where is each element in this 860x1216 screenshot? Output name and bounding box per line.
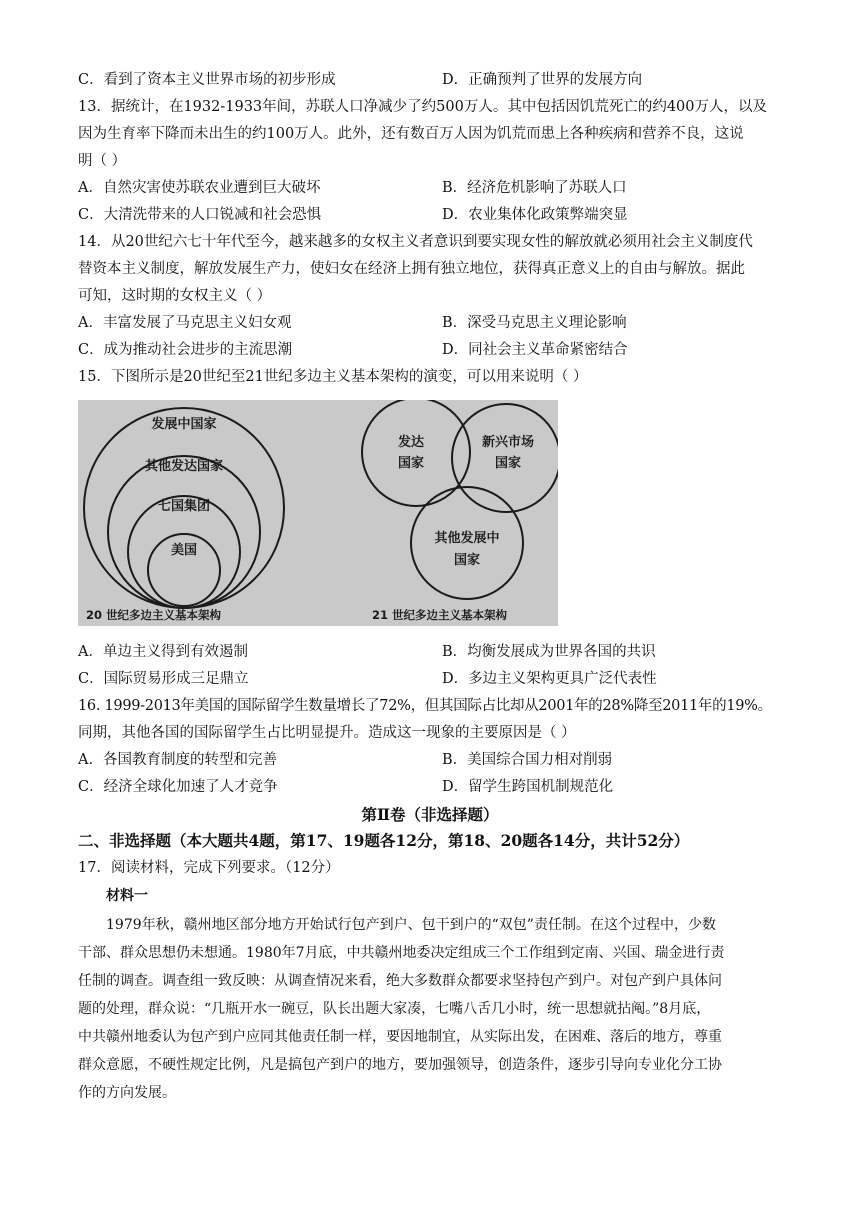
label-emerging-1: 新兴市场 bbox=[481, 435, 535, 450]
volume-title: 第Ⅱ卷（非选择题） bbox=[361, 805, 499, 824]
section-heading: 二、非选择题（本大题共4题，第17、19题各12分，第18、20题各14分，共计52分） bbox=[78, 831, 690, 850]
q13-option-c[interactable]: C．大清洗带来的人口锐减和社会恐惧 bbox=[78, 207, 322, 223]
circle-developed bbox=[362, 400, 470, 506]
right-venn-circles bbox=[362, 400, 558, 599]
q13-option-d[interactable]: D．农业集体化政策弊端突显 bbox=[442, 207, 628, 223]
q13-stem-line2: 因为生育率下降而未出生的约100万人。此外，还有数百万人因为饥荒而患上各种疾病和营养不良，这说 bbox=[78, 126, 744, 142]
q14-option-b[interactable]: B．深受马克思主义理论影响 bbox=[442, 315, 627, 331]
q14-stem-line1: 14．从20世纪六七十年代至今，越来越多的女权主义者意识到要实现女性的解放就必须用社会主义制度代 bbox=[78, 234, 753, 250]
q16-stem-line1: 16. 1999-2013年美国的国际留学生数量增长了72%，但其国际占比却从2001年的28%降至2011年的19%。 bbox=[78, 698, 772, 714]
material-para-line4: 题的处理，群众说：“几瓶开水一碗豆，队长出题大家凑，七嘴八舌几小时，统一思想就拈阄。”8月底， bbox=[78, 1001, 711, 1017]
multilateralism-diagram bbox=[78, 400, 558, 626]
material-para-line1: 1979年秋，赣州地区部分地方开始试行包产到户、包干到户的“双包”责任制。在这个过程中，少数 bbox=[106, 917, 716, 933]
q13-stem-line3: 明（ ） bbox=[78, 153, 127, 169]
q15-stem: 15．下图所示是20世纪至21世纪多边主义基本架构的演变，可以用来说明（ ） bbox=[78, 369, 588, 385]
q16-stem-line2: 同期，其他各国的国际留学生占比明显提升。造成这一现象的主要原因是（ ） bbox=[78, 725, 576, 741]
q14-stem-line2: 替资本主义制度，解放发展生产力，使妇女在经济上拥有独立地位，获得真正意义上的自由与解放。据此 bbox=[78, 261, 745, 277]
material-para-line3: 任制的调查。调查组一致反映：从调查情况来看，绝大多数群众都要求坚持包产到户。对包产到户具体问 bbox=[78, 973, 722, 989]
q13-stem-line1: 13．据统计，在1932-1933年间，苏联人口净减少了约500万人。其中包括因饥荒死亡的约400万人，以及 bbox=[78, 99, 768, 115]
material-title: 材料一 bbox=[106, 888, 148, 904]
material-para-line2: 干部、群众思想仍未想通。1980年7月底，中共赣州地委决定组成三个工作组到定南、兴国、瑞金进行责 bbox=[78, 945, 725, 961]
q13-option-a[interactable]: A．自然灾害使苏联农业遭到巨大破坏 bbox=[78, 180, 321, 196]
q16-option-d[interactable]: D．留学生跨国机制规范化 bbox=[442, 779, 614, 795]
q17-stem: 17．阅读材料，完成下列要求。（12分） bbox=[78, 860, 340, 876]
q13-option-b[interactable]: B．经济危机影响了苏联人口 bbox=[442, 180, 627, 196]
material-para-line6: 群众意愿，不硬性规定比例，凡是搞包产到户的地方，要加强领导，创造条件，逐步引导向专业化分工协 bbox=[78, 1057, 722, 1073]
label-g7: 七国集团 bbox=[157, 499, 211, 514]
q14-option-a[interactable]: A．丰富发展了马克思主义妇女观 bbox=[78, 315, 292, 331]
q15-option-d[interactable]: D．多边主义架构更具广泛代表性 bbox=[442, 671, 657, 687]
q14-option-d[interactable]: D．同社会主义革命紧密结合 bbox=[442, 342, 628, 358]
q15-option-a[interactable]: A．单边主义得到有效遏制 bbox=[78, 644, 248, 660]
q16-option-c[interactable]: C．经济全球化加速了人才竞争 bbox=[78, 779, 278, 795]
label-developing: 发展中国家 bbox=[151, 417, 217, 432]
material-para-line7: 作的方向发展。 bbox=[78, 1085, 176, 1101]
label-other-developed: 其他发达国家 bbox=[144, 459, 224, 474]
q16-option-a[interactable]: A．各国教育制度的转型和完善 bbox=[78, 752, 277, 768]
right-caption: 21 世纪多边主义基本架构 bbox=[372, 608, 508, 622]
material-para-line5: 中共赣州地委认为包产到户应同其他责任制一样，要因地制宜，从实际出发，在困难、落后的地方，尊重 bbox=[78, 1029, 722, 1045]
label-other-developing-2: 国家 bbox=[453, 553, 481, 568]
q15-option-b[interactable]: B．均衡发展成为世界各国的共识 bbox=[442, 644, 656, 660]
label-developed-1: 发达 bbox=[397, 435, 425, 450]
label-developed-2: 国家 bbox=[397, 456, 425, 471]
multilateralism-figure bbox=[78, 400, 558, 626]
label-other-developing-1: 其他发展中 bbox=[434, 531, 500, 546]
q14-stem-line3: 可知，这时期的女权主义（ ） bbox=[78, 288, 272, 304]
label-emerging-2: 国家 bbox=[494, 456, 522, 471]
label-usa: 美国 bbox=[170, 543, 198, 558]
q15-option-c[interactable]: C．国际贸易形成三足鼎立 bbox=[78, 671, 249, 687]
q12-option-d[interactable]: D．正确预判了世界的发展方向 bbox=[442, 72, 643, 88]
q16-option-b[interactable]: B．美国综合国力相对削弱 bbox=[442, 752, 613, 768]
q12-option-c[interactable]: C．看到了资本主义世界市场的初步形成 bbox=[78, 72, 336, 88]
q14-option-c[interactable]: C．成为推动社会进步的主流思潮 bbox=[78, 342, 293, 358]
left-caption: 20 世纪多边主义基本架构 bbox=[86, 608, 222, 622]
